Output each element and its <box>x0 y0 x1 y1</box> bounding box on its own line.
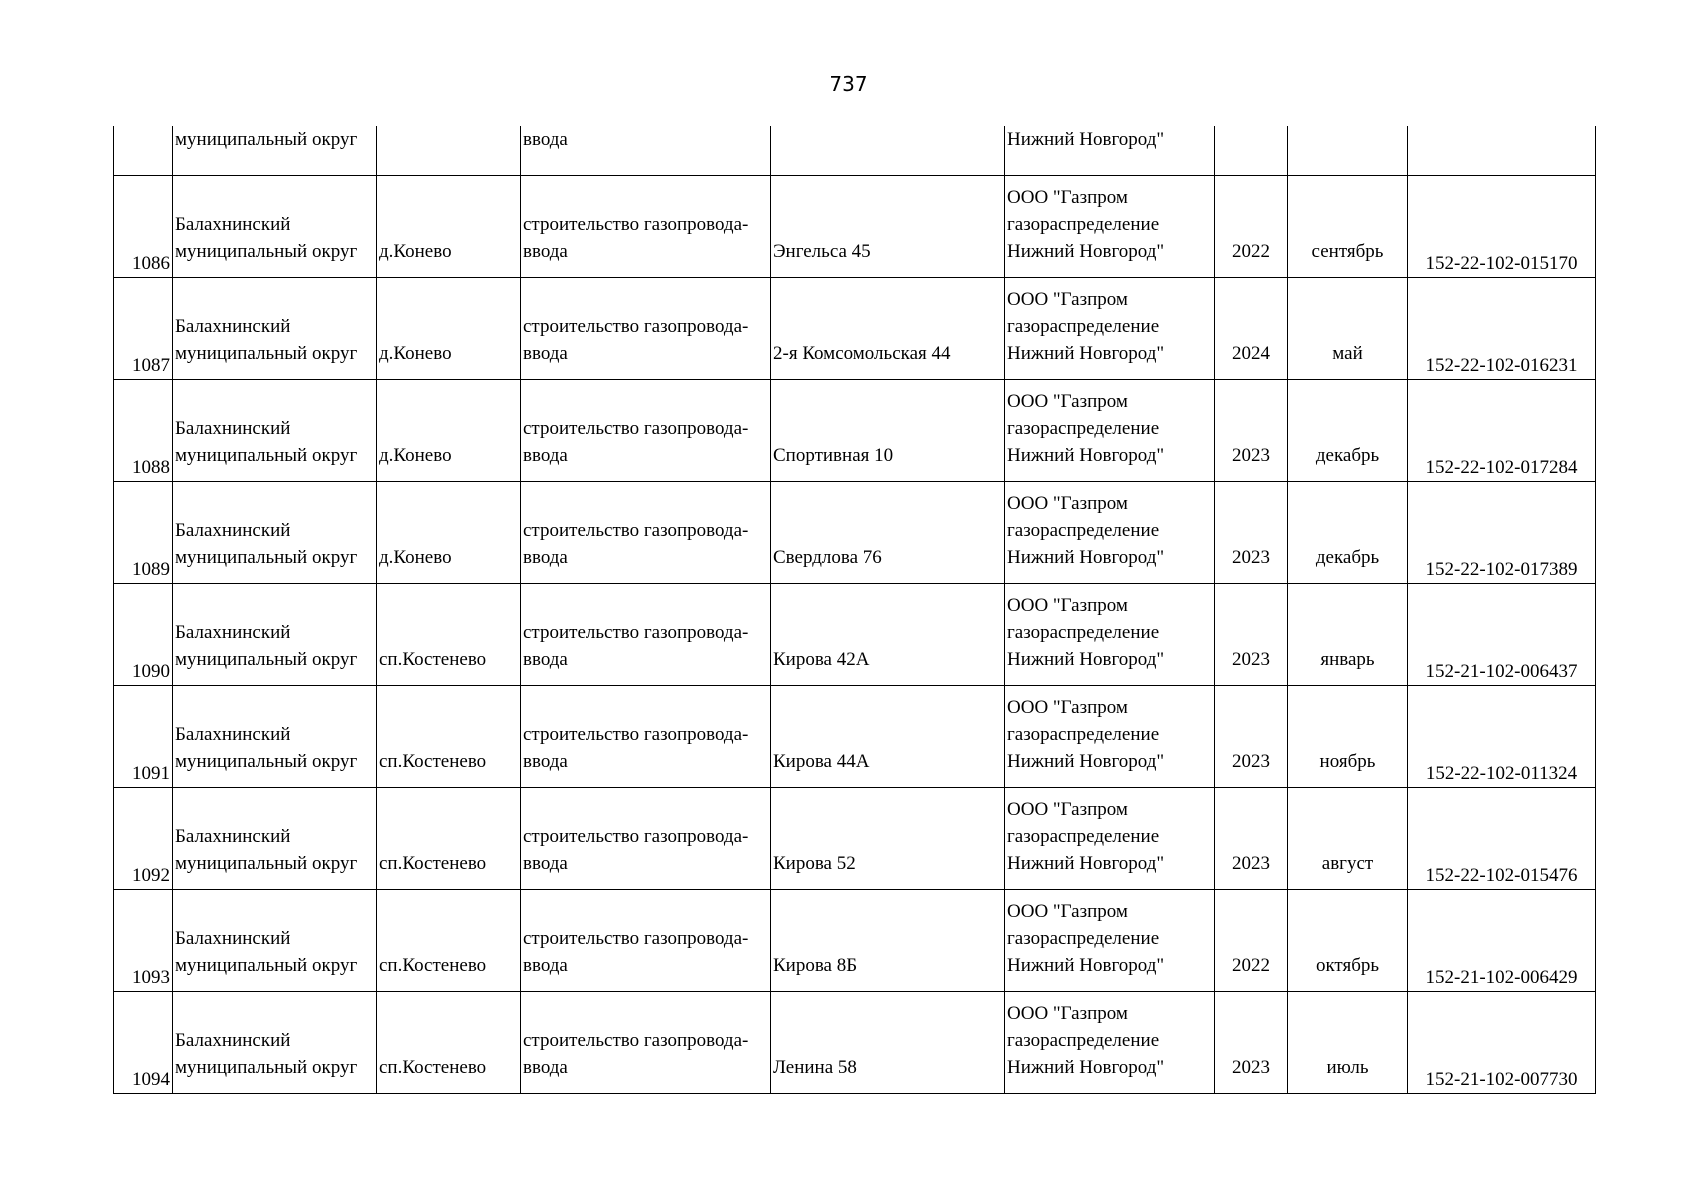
cell-code <box>1408 175 1596 277</box>
cell-month <box>1288 685 1408 787</box>
table-row <box>114 991 1596 1093</box>
cell-year <box>1215 481 1288 583</box>
cell-year <box>1215 991 1288 1093</box>
cell-district <box>173 991 377 1093</box>
cell-org-line: Нижний Новгород" <box>1007 648 1165 670</box>
cell-district-line: муниципальный округ <box>175 852 358 874</box>
cell-num-line: 1094 <box>132 1068 170 1090</box>
cell-month-line: декабрь <box>1315 444 1380 466</box>
cell-locality <box>377 379 521 481</box>
cell-work-line: ввода <box>523 954 568 976</box>
cell-num-line: 1086 <box>132 252 170 274</box>
cell-address <box>771 481 1005 583</box>
cell-month-line: июль <box>1326 1056 1369 1078</box>
cell-district-line: Балахнинский <box>175 213 291 235</box>
cell-org-line: ООО "Газпром <box>1007 492 1128 514</box>
cell-work <box>521 379 771 481</box>
cell-work-line: ввода <box>523 240 568 262</box>
cell-num <box>114 991 173 1093</box>
cell-year <box>1215 175 1288 277</box>
cell-district <box>173 481 377 583</box>
cell-org-line: Нижний Новгород" <box>1007 546 1165 568</box>
cell-work-line: строительство газопровода- <box>523 927 749 949</box>
table-body <box>114 126 1596 1093</box>
cell-work-line: строительство газопровода- <box>523 1029 749 1051</box>
gas-pipeline-table <box>113 126 1596 1094</box>
cell-district <box>173 685 377 787</box>
cell-org-line: газораспределение <box>1007 315 1160 337</box>
cell-code <box>1408 277 1596 379</box>
cell-locality-line: сп.Костенево <box>379 750 487 772</box>
cell-district: муниципальный округ <box>173 126 377 175</box>
cell-address-line: Кирова 8Б <box>773 954 858 976</box>
cell-org-line: ООО "Газпром <box>1007 798 1128 820</box>
cell-locality-line: сп.Костенево <box>379 954 487 976</box>
cell-num-line: 1091 <box>132 762 170 784</box>
cell-work <box>521 481 771 583</box>
cell-work-line: строительство газопровода- <box>523 315 749 337</box>
cell-code-line: 152-22-102-016231 <box>1425 354 1578 376</box>
cell-locality-line: д.Конево <box>379 342 452 364</box>
cell-year <box>1215 583 1288 685</box>
cell-address <box>771 126 1005 175</box>
cell-work <box>521 685 771 787</box>
cell-num <box>114 175 173 277</box>
cell-work-line: строительство газопровода- <box>523 825 749 847</box>
cell-code <box>1408 481 1596 583</box>
cell-num <box>114 889 173 991</box>
cell-address <box>771 889 1005 991</box>
table-row-continuation <box>114 126 1596 175</box>
cell-num-line: 1090 <box>132 660 170 682</box>
cell-org <box>1005 481 1215 583</box>
cell-address-line: Спортивная 10 <box>773 444 894 466</box>
cell-org-line: Нижний Новгород" <box>1007 852 1165 874</box>
cell-org-line: ООО "Газпром <box>1007 900 1128 922</box>
cell-district-line: Балахнинский <box>175 315 291 337</box>
cell-district <box>173 379 377 481</box>
cell-district-line: Балахнинский <box>175 621 291 643</box>
cell-work-line: строительство газопровода- <box>523 417 749 439</box>
table-row <box>114 787 1596 889</box>
cell-address-line: 2-я Комсомольская 44 <box>773 342 951 364</box>
cell-work-line: ввода <box>523 648 568 670</box>
cell-code-line: 152-21-102-006429 <box>1425 966 1578 988</box>
cell-month <box>1288 889 1408 991</box>
cell-address-line: Кирова 44А <box>773 750 870 772</box>
cell-code <box>1408 583 1596 685</box>
cell-org-line: газораспределение <box>1007 213 1160 235</box>
cell-address <box>771 277 1005 379</box>
cell-num-line: 1092 <box>132 864 170 886</box>
cell-org: Нижний Новгород" <box>1005 126 1215 175</box>
cell-district-line: Балахнинский <box>175 723 291 745</box>
cell-district-line: муниципальный округ <box>175 1056 358 1078</box>
cell-org <box>1005 583 1215 685</box>
cell-address <box>771 685 1005 787</box>
cell-org <box>1005 379 1215 481</box>
cell-org-line: Нижний Новгород" <box>1007 342 1165 364</box>
cell-org <box>1005 175 1215 277</box>
cell-address <box>771 175 1005 277</box>
cell-org-line: газораспределение <box>1007 519 1160 541</box>
cell-address-line: Кирова 52 <box>773 852 856 874</box>
cell-org-line: газораспределение <box>1007 825 1160 847</box>
cell-year-line: 2024 <box>1232 342 1270 364</box>
cell-month <box>1288 583 1408 685</box>
cell-month <box>1288 481 1408 583</box>
table-row <box>114 889 1596 991</box>
cell-year <box>1215 787 1288 889</box>
cell-year-line: 2023 <box>1232 852 1270 874</box>
cell-month-line: май <box>1332 342 1363 364</box>
cell-work <box>521 991 771 1093</box>
cell-address <box>771 379 1005 481</box>
cell-work <box>521 175 771 277</box>
cell-district-line: муниципальный округ <box>175 444 358 466</box>
cell-org-line: Нижний Новгород" <box>1007 444 1165 466</box>
cell-org-line: Нижний Новгород" <box>1007 240 1165 262</box>
cell-locality <box>377 277 521 379</box>
cell-year-line: 2023 <box>1232 648 1270 670</box>
cell-locality-line: д.Конево <box>379 444 452 466</box>
cell-code <box>1408 379 1596 481</box>
cell-num <box>114 787 173 889</box>
cell-district-line: муниципальный округ <box>175 750 358 772</box>
cell-year-line: 2022 <box>1232 954 1270 976</box>
cell-year-line: 2022 <box>1232 240 1270 262</box>
table-row <box>114 685 1596 787</box>
cell-locality <box>377 991 521 1093</box>
cell-org <box>1005 991 1215 1093</box>
cell-month <box>1288 991 1408 1093</box>
cell-locality-line: д.Конево <box>379 240 452 262</box>
cell-district-line: Балахнинский <box>175 417 291 439</box>
cell-month-line: декабрь <box>1315 546 1380 568</box>
cell-district-line: Балахнинский <box>175 1029 291 1051</box>
cell-code-line: 152-22-102-017284 <box>1425 456 1578 478</box>
cell-district-line: Балахнинский <box>175 825 291 847</box>
cell-org-line: газораспределение <box>1007 723 1160 745</box>
cell-locality <box>377 685 521 787</box>
cell-locality <box>377 175 521 277</box>
cell-num <box>114 126 173 175</box>
cell-month-line: ноябрь <box>1319 750 1376 772</box>
cell-org-line: ООО "Газпром <box>1007 1002 1128 1024</box>
cell-address-line: Кирова 42А <box>773 648 870 670</box>
cell-year-line: 2023 <box>1232 444 1270 466</box>
cell-address-line: Ленина 58 <box>773 1056 857 1078</box>
cell-work-line: строительство газопровода- <box>523 213 749 235</box>
cell-num <box>114 583 173 685</box>
cell-code-line: 152-22-102-011324 <box>1425 762 1578 784</box>
cell-code-line: 152-22-102-015476 <box>1425 864 1578 886</box>
cell-code-line: 152-22-102-015170 <box>1425 252 1578 274</box>
cell-num-line: 1087 <box>132 354 170 376</box>
cell-work: ввода <box>521 126 771 175</box>
cell-org-line: ООО "Газпром <box>1007 390 1128 412</box>
cell-month <box>1288 277 1408 379</box>
cell-code <box>1408 126 1596 175</box>
cell-code-line: 152-22-102-017389 <box>1425 558 1578 580</box>
cell-work-line: ввода <box>523 342 568 364</box>
cell-district <box>173 175 377 277</box>
cell-work-line: ввода <box>523 1056 568 1078</box>
cell-work <box>521 277 771 379</box>
cell-district-line: муниципальный округ <box>175 342 358 364</box>
table-row <box>114 379 1596 481</box>
cell-address <box>771 583 1005 685</box>
cell-num <box>114 277 173 379</box>
cell-district <box>173 787 377 889</box>
cell-org-line: газораспределение <box>1007 417 1160 439</box>
cell-district-line: Балахнинский <box>175 927 291 949</box>
cell-locality-line: сп.Костенево <box>379 852 487 874</box>
cell-org-line: ООО "Газпром <box>1007 186 1128 208</box>
cell-locality <box>377 889 521 991</box>
cell-code <box>1408 991 1596 1093</box>
cell-org-line: Нижний Новгород" <box>1007 750 1165 772</box>
cell-month-line: январь <box>1320 648 1375 670</box>
cell-locality <box>377 583 521 685</box>
cell-work-line: ввода <box>523 852 568 874</box>
table-row <box>114 175 1596 277</box>
cell-month-line: октябрь <box>1315 954 1380 976</box>
cell-org <box>1005 277 1215 379</box>
page-number: 737 <box>829 72 868 96</box>
cell-address <box>771 991 1005 1093</box>
cell-num <box>114 379 173 481</box>
cell-org-line: Нижний Новгород" <box>1007 1056 1165 1078</box>
cell-work <box>521 583 771 685</box>
cell-org-line: газораспределение <box>1007 1029 1160 1051</box>
cell-org <box>1005 787 1215 889</box>
cell-work <box>521 889 771 991</box>
cell-year-line: 2023 <box>1232 546 1270 568</box>
cell-year-line: 2023 <box>1232 750 1270 772</box>
cell-org-line: ООО "Газпром <box>1007 594 1128 616</box>
cell-year <box>1215 126 1288 175</box>
cell-num-line: 1089 <box>132 558 170 580</box>
table-row <box>114 277 1596 379</box>
cell-work-line: строительство газопровода- <box>523 723 749 745</box>
cell-district-line: муниципальный округ <box>175 546 358 568</box>
cell-work-line: ввода <box>523 750 568 772</box>
cell-work-line: ввода <box>523 546 568 568</box>
cell-code-line: 152-21-102-007730 <box>1425 1068 1578 1090</box>
cell-address-line: Энгельса 45 <box>773 240 871 262</box>
cell-org-line: Нижний Новгород" <box>1007 954 1165 976</box>
cell-year <box>1215 889 1288 991</box>
cell-work-line: ввода <box>523 444 568 466</box>
cell-locality-line: д.Конево <box>379 546 452 568</box>
cell-code <box>1408 685 1596 787</box>
cell-address-line: Свердлова 76 <box>773 546 882 568</box>
cell-work <box>521 787 771 889</box>
cell-locality <box>377 481 521 583</box>
cell-district-line: муниципальный округ <box>175 954 358 976</box>
cell-district-line: муниципальный округ <box>175 648 358 670</box>
cell-org <box>1005 685 1215 787</box>
cell-district <box>173 889 377 991</box>
table-row <box>114 481 1596 583</box>
cell-code-line: 152-21-102-006437 <box>1425 660 1578 682</box>
cell-month <box>1288 787 1408 889</box>
cell-month <box>1288 126 1408 175</box>
cell-month-line: сентябрь <box>1311 240 1384 262</box>
cell-org <box>1005 889 1215 991</box>
cell-num-line: 1093 <box>132 966 170 988</box>
cell-locality-line: сп.Костенево <box>379 648 487 670</box>
cell-num <box>114 685 173 787</box>
cell-month <box>1288 379 1408 481</box>
cell-year <box>1215 379 1288 481</box>
cell-district-line: муниципальный округ <box>175 240 358 262</box>
cell-address <box>771 787 1005 889</box>
cell-work-line: строительство газопровода- <box>523 621 749 643</box>
table-row <box>114 583 1596 685</box>
cell-num-line: 1088 <box>132 456 170 478</box>
cell-work-line: строительство газопровода- <box>523 519 749 541</box>
cell-num <box>114 481 173 583</box>
cell-district <box>173 583 377 685</box>
cell-year-line: 2023 <box>1232 1056 1270 1078</box>
cell-district-line: Балахнинский <box>175 519 291 541</box>
cell-org-line: ООО "Газпром <box>1007 696 1128 718</box>
cell-org-line: газораспределение <box>1007 927 1160 949</box>
cell-year <box>1215 277 1288 379</box>
cell-locality <box>377 126 521 175</box>
cell-month-line: август <box>1321 852 1374 874</box>
cell-year <box>1215 685 1288 787</box>
cell-org-line: ООО "Газпром <box>1007 288 1128 310</box>
cell-locality <box>377 787 521 889</box>
cell-code <box>1408 889 1596 991</box>
cell-org-line: газораспределение <box>1007 621 1160 643</box>
cell-month <box>1288 175 1408 277</box>
cell-district <box>173 277 377 379</box>
cell-code <box>1408 787 1596 889</box>
cell-locality-line: сп.Костенево <box>379 1056 487 1078</box>
